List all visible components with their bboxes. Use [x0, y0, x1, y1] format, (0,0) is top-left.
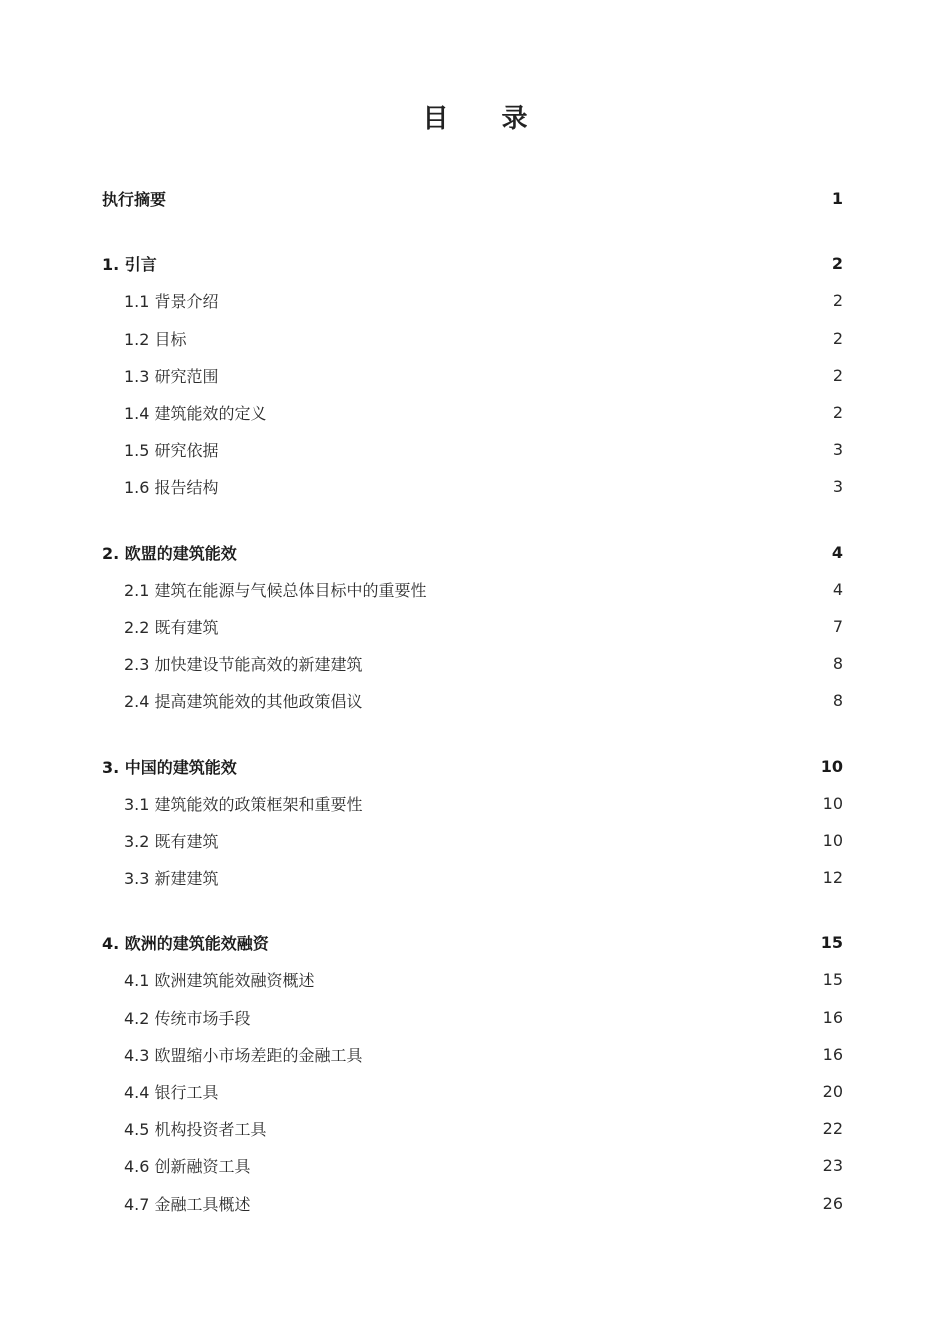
toc-subsection-entry[interactable] [102, 1147, 843, 1184]
toc-subsection-label: 1.5 研究依据 [124, 441, 219, 461]
toc-chapter-entry[interactable] [102, 534, 843, 571]
toc-chapter-entry[interactable] [102, 180, 843, 217]
toc-page-number: 23 [822, 1156, 843, 1176]
toc-page-number: 26 [822, 1193, 843, 1213]
toc-subsection-entry[interactable] [102, 394, 843, 431]
toc-page-number: 7 [832, 616, 843, 636]
toc-page-number: 22 [822, 1119, 843, 1139]
toc-subsection-entry[interactable] [102, 320, 843, 357]
toc-page-number: 4 [831, 542, 843, 562]
toc-chapter-entry[interactable] [102, 924, 843, 961]
toc-page-number: 8 [832, 691, 843, 711]
toc-page-number: 4 [832, 579, 843, 599]
toc-section [102, 924, 843, 1222]
toc-chapter-entry[interactable] [102, 245, 843, 282]
toc-page-number: 1 [831, 189, 843, 209]
toc-subsection-label: 1.1 背景介绍 [124, 292, 219, 312]
toc-section [102, 534, 843, 720]
toc-subsection-entry[interactable] [102, 1036, 843, 1073]
toc-subsection-entry[interactable] [102, 682, 843, 719]
toc-page-number: 10 [822, 793, 843, 813]
toc-page-number: 10 [820, 756, 843, 776]
toc-subsection-entry[interactable] [102, 571, 843, 608]
toc-subsection-entry[interactable] [102, 431, 843, 468]
toc-subsection-label: 1.6 报告结构 [124, 478, 219, 498]
toc-subsection-entry[interactable] [102, 468, 843, 505]
toc-subsection-label: 1.4 建筑能效的定义 [124, 404, 267, 424]
table-of-contents [102, 180, 843, 1250]
toc-subsection-label: 1.3 研究范围 [124, 366, 219, 386]
toc-page-number: 2 [832, 291, 843, 311]
toc-subsection-label: 4.5 机构投资者工具 [124, 1120, 267, 1140]
toc-chapter-label: 执行摘要 [102, 190, 167, 210]
toc-section [102, 747, 843, 896]
toc-page-number: 15 [822, 970, 843, 990]
toc-chapter-label: 4. 欧洲的建筑能效融资 [102, 934, 269, 954]
toc-subsection-label: 1.2 目标 [124, 329, 187, 349]
toc-chapter-label: 2. 欧盟的建筑能效 [102, 543, 237, 563]
toc-page-number: 8 [832, 654, 843, 674]
toc-subsection-label: 4.1 欧洲建筑能效融资概述 [124, 971, 315, 991]
toc-subsection-entry[interactable] [102, 357, 843, 394]
toc-subsection-entry[interactable] [102, 608, 843, 645]
toc-page-number: 16 [822, 1007, 843, 1027]
toc-page-number: 2 [831, 254, 843, 274]
toc-section [102, 245, 843, 505]
toc-subsection-entry[interactable] [102, 999, 843, 1036]
toc-subsection-entry[interactable] [102, 822, 843, 859]
toc-page-number: 20 [822, 1082, 843, 1102]
toc-page-number: 16 [822, 1044, 843, 1064]
toc-page-number: 15 [820, 933, 843, 953]
toc-subsection-label: 4.6 创新融资工具 [124, 1157, 251, 1177]
toc-subsection-entry[interactable] [102, 282, 843, 319]
toc-subsection-entry[interactable] [102, 1110, 843, 1147]
toc-subsection-entry[interactable] [102, 645, 843, 682]
toc-subsection-entry[interactable] [102, 1185, 843, 1222]
toc-subsection-label: 4.2 传统市场手段 [124, 1008, 251, 1028]
page-title: 目 录 [422, 104, 550, 134]
toc-subsection-entry[interactable] [102, 785, 843, 822]
toc-subsection-label: 2.4 提高建筑能效的其他政策倡议 [124, 692, 363, 712]
toc-chapter-label: 3. 中国的建筑能效 [102, 757, 237, 777]
toc-page-number: 2 [832, 328, 843, 348]
toc-subsection-label: 4.7 金融工具概述 [124, 1194, 251, 1214]
toc-page-number: 2 [832, 403, 843, 423]
toc-page-number: 2 [832, 365, 843, 385]
toc-page-number: 10 [822, 830, 843, 850]
toc-subsection-entry[interactable] [102, 1073, 843, 1110]
toc-subsection-label: 3.2 既有建筑 [124, 831, 219, 851]
toc-section [102, 180, 843, 217]
toc-subsection-label: 2.1 建筑在能源与气候总体目标中的重要性 [124, 580, 427, 600]
toc-subsection-label: 2.2 既有建筑 [124, 617, 219, 637]
toc-subsection-label: 4.3 欧盟缩小市场差距的金融工具 [124, 1045, 363, 1065]
toc-page-number: 3 [832, 477, 843, 497]
toc-subsection-entry[interactable] [102, 961, 843, 998]
toc-page-number: 12 [822, 868, 843, 888]
toc-page-number: 3 [832, 440, 843, 460]
toc-subsection-label: 3.1 建筑能效的政策框架和重要性 [124, 794, 363, 814]
toc-subsection-label: 3.3 新建建筑 [124, 869, 219, 889]
toc-chapter-label: 1. 引言 [102, 255, 157, 275]
toc-subsection-label: 2.3 加快建设节能高效的新建建筑 [124, 655, 363, 675]
toc-subsection-entry[interactable] [102, 859, 843, 896]
toc-chapter-entry[interactable] [102, 747, 843, 784]
toc-subsection-label: 4.4 银行工具 [124, 1083, 219, 1103]
